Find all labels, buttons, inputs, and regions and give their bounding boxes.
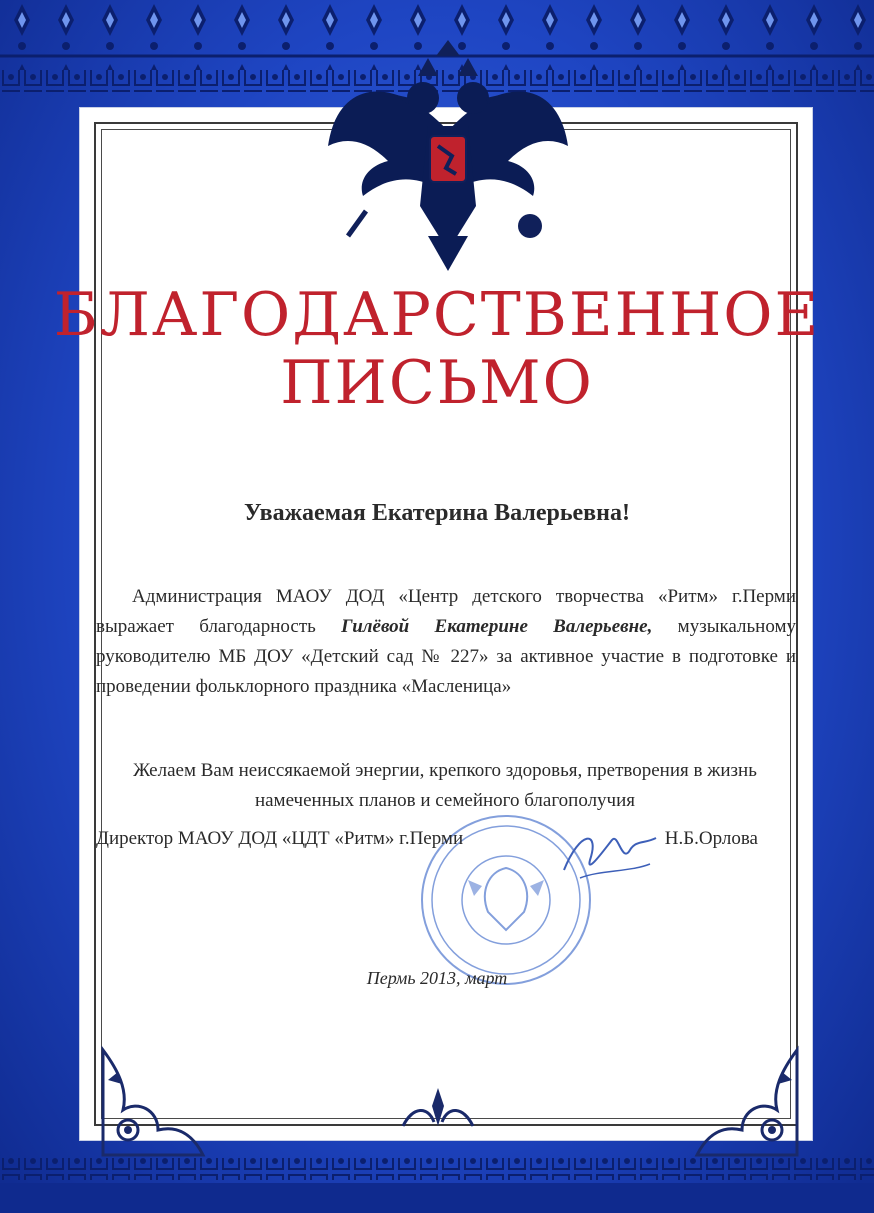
wish-paragraph: Желаем Вам неиссякаемой энергии, крепкого здоровья, претворения в жизнь намеченных планов и семейного благополучия: [133, 760, 757, 811]
recipient-name: Гилёвой Екатерине Валерьевне,: [341, 616, 653, 637]
body-part-1: Администрация МАОУ ДОД «Центр детского творчества «Ритм» г.Перми выражает благодарность: [96, 586, 796, 637]
corner-ornament-right: [692, 1040, 802, 1160]
greeting: Уважаемая Екатерина Валерьевна!: [244, 500, 630, 526]
body-part-2: музыкальному руководителю МБ ДОУ «Детский сад № 227» за активное участие в подготовке и проведении фольклорного праздника «Масленица»: [96, 616, 796, 697]
handwritten-signature: [560, 820, 660, 890]
place-date: Пермь 2013, март: [366, 968, 508, 988]
body-paragraph: [96, 582, 796, 702]
title-line-1: БЛАГОДАРСТВЕННОЕ: [53, 280, 821, 350]
title-line-2: ПИСЬМО: [280, 348, 594, 418]
corner-ornament-left: [98, 1040, 208, 1160]
signer-name: Н.Б.Орлова: [664, 828, 758, 849]
signer-position: Директор МАОУ ДОД «ЦДТ «Ритм» г.Перми: [96, 828, 464, 849]
double-headed-eagle-icon: [318, 36, 578, 276]
bottom-center-ornament: [398, 1086, 478, 1130]
